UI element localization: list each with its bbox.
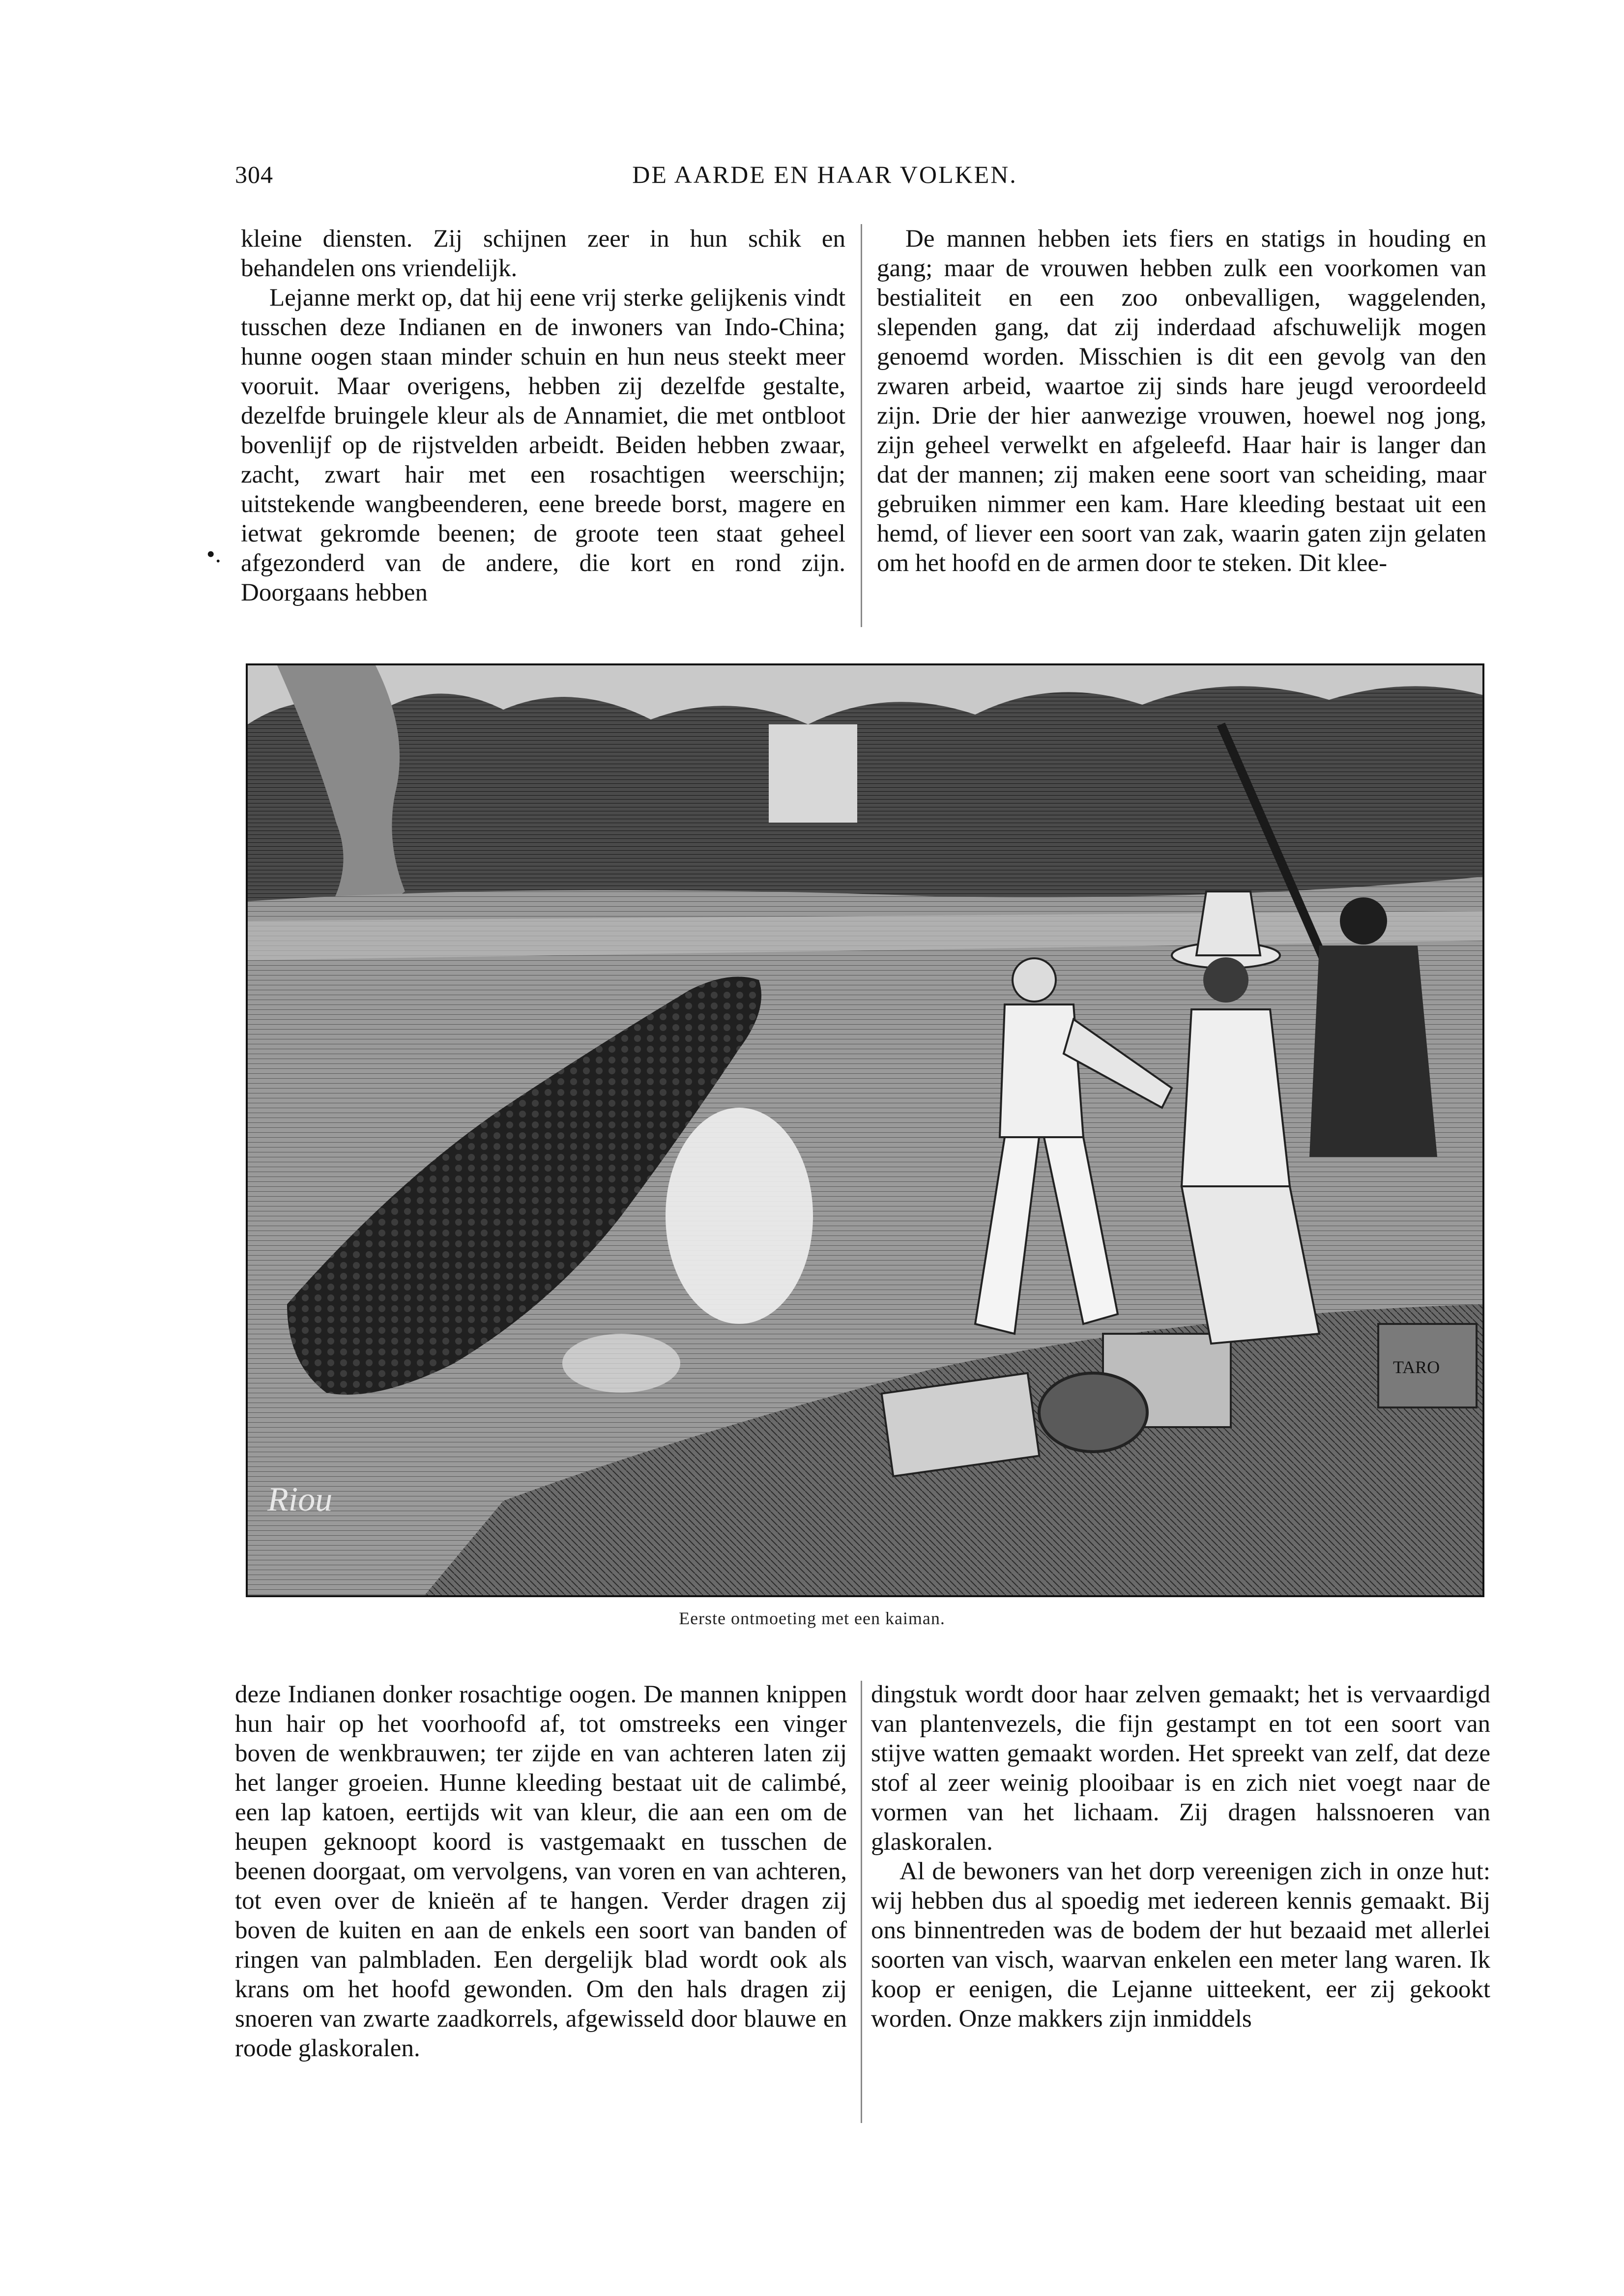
paragraph: deze Indianen donker rosachtige oogen. De mannen knippen hun hair op het voorhoofd af, tot omstreeks een vinger boven de wenkbrauwen; ter zijde en van achteren laten zij het langer groeien. Hunne kleeding bestaat uit de calimbé, een lap katoen, eertijds wit van kleur, die aan een om de heupen geknoopt koord is vastgemaakt en tusschen de beenen doorgaat, om vervolgens, van voren en van achteren, tot even over de knieën af te hangen. Verder dragen zij boven de kuiten en aan de enkels een soort van banden of ringen van palmbladen. Een dergelijk blad wordt ook als krans om het hoofd gewonden. Om den hals dragen zij snoeren van zwarte zaadkorrels, afgewisseld door blauwe en roode glaskoralen.: [235, 1681, 847, 2062]
engraving-svg: [248, 665, 1482, 1595]
artist-signature: Riou: [267, 1481, 333, 1519]
man-shirt: [1000, 1004, 1083, 1137]
water-splash: [666, 1108, 813, 1324]
third-man-body: [1309, 946, 1437, 1157]
paragraph: kleine diensten. Zij schijnen zeer in hun schik en behandelen ons vriendelijk.: [241, 225, 845, 282]
page-number: 304: [235, 161, 273, 188]
third-man-head: [1340, 897, 1387, 945]
distant-structure: [769, 724, 857, 823]
margin-mark: •.: [206, 540, 222, 568]
crate-marking: TARO: [1393, 1357, 1440, 1377]
engraving-illustration: [246, 663, 1484, 1597]
page-header: [235, 160, 1415, 200]
paragraph: Al de bewoners van het dorp vereenigen zich in onze hut: wij hebben dus al spoedig met iedereen kennis gemaakt. Bij ons binnentreden was de bodem der hut bezaaid met allerlei soorten van visch, waarvan enkelen een meter lang waren. Ik koop er eenigen, die Lejanne uitteekent, eer zij gekookt worden. Onze makkers zijn inmiddels: [871, 1858, 1490, 2033]
text-column-bottom-right: [871, 1680, 1490, 2127]
man-shirt: [1182, 1009, 1290, 1186]
text-column-top-left: [241, 224, 845, 632]
man-head: [1013, 958, 1056, 1002]
water-splash-small: [562, 1334, 680, 1393]
far-forest: [248, 686, 1482, 901]
column-divider-top: [861, 224, 862, 627]
paragraph: Lejanne merkt op, dat hij eene vrij sterke gelijkenis vindt tusschen deze Indianen en de inwoners van Indo-China; hunne oogen staan minder schuin en hun neus steekt meer vooruit. Maar overigens, hebben zij dezelfde gestalte, dezelfde bruingele kleur als de Annamiet, die met ontbloot bovenlijf op de rijstvelden arbeidt. Beiden hebben zwaar, zacht, zwart hair met een rosachtigen weerschijn; uitstekende wangbeenderen, eene breede borst, magere en ietwat gekromde beenen; de groote teen staat geheel afgezonderd van de andere, die kort en rond zijn. Doorgaans hebben: [241, 284, 845, 606]
text-column-bottom-left: [235, 1680, 847, 2127]
illustration-caption: Eerste ontmoeting met een kaiman.: [679, 1608, 945, 1628]
straw-hat-crown: [1196, 891, 1260, 955]
basket: [1039, 1373, 1147, 1452]
column-divider-bottom: [861, 1681, 862, 2123]
paragraph: De mannen hebben iets fiers en statigs in houding en gang; maar de vrouwen hebben zulk een voorkomen van bestialiteit en een zoo onbevalligen, waggelenden, slependen gang, dat zij inderdaad afschuwelijk mogen genoemd worden. Misschien is dit een gevolg van den zwaren arbeid, waartoe zij sinds hare jeugd veroordeeld zijn. Drie der hier aanwezige vrouwen, hoewel nog jong, zijn geheel verwelkt en afgeleefd. Haar hair is langer dan dat der mannen; zij maken eene soort van scheiding, maar gebruiken nimmer een kam. Hare kleeding bestaat uit een hemd, of liever een soort van zak, waarin gaten zijn gelaten om het hoofd en de armen door te steken. Dit klee-: [877, 225, 1486, 577]
bearded-face: [1203, 957, 1248, 1003]
text-column-top-right: [877, 224, 1486, 632]
running-title: DE AARDE EN HAAR VOLKEN.: [632, 161, 1017, 188]
paragraph: dingstuk wordt door haar zelven gemaakt; het is vervaardigd van plantenvezels, die fijn gestampt en tot een soort van stijve watten gemaakt worden. Het spreekt van zelf, dat deze stof al zeer weinig plooibaar is en zich niet voegt naar de vormen van het lichaam. Zij dragen halssnoeren van glaskoralen.: [871, 1681, 1490, 1856]
